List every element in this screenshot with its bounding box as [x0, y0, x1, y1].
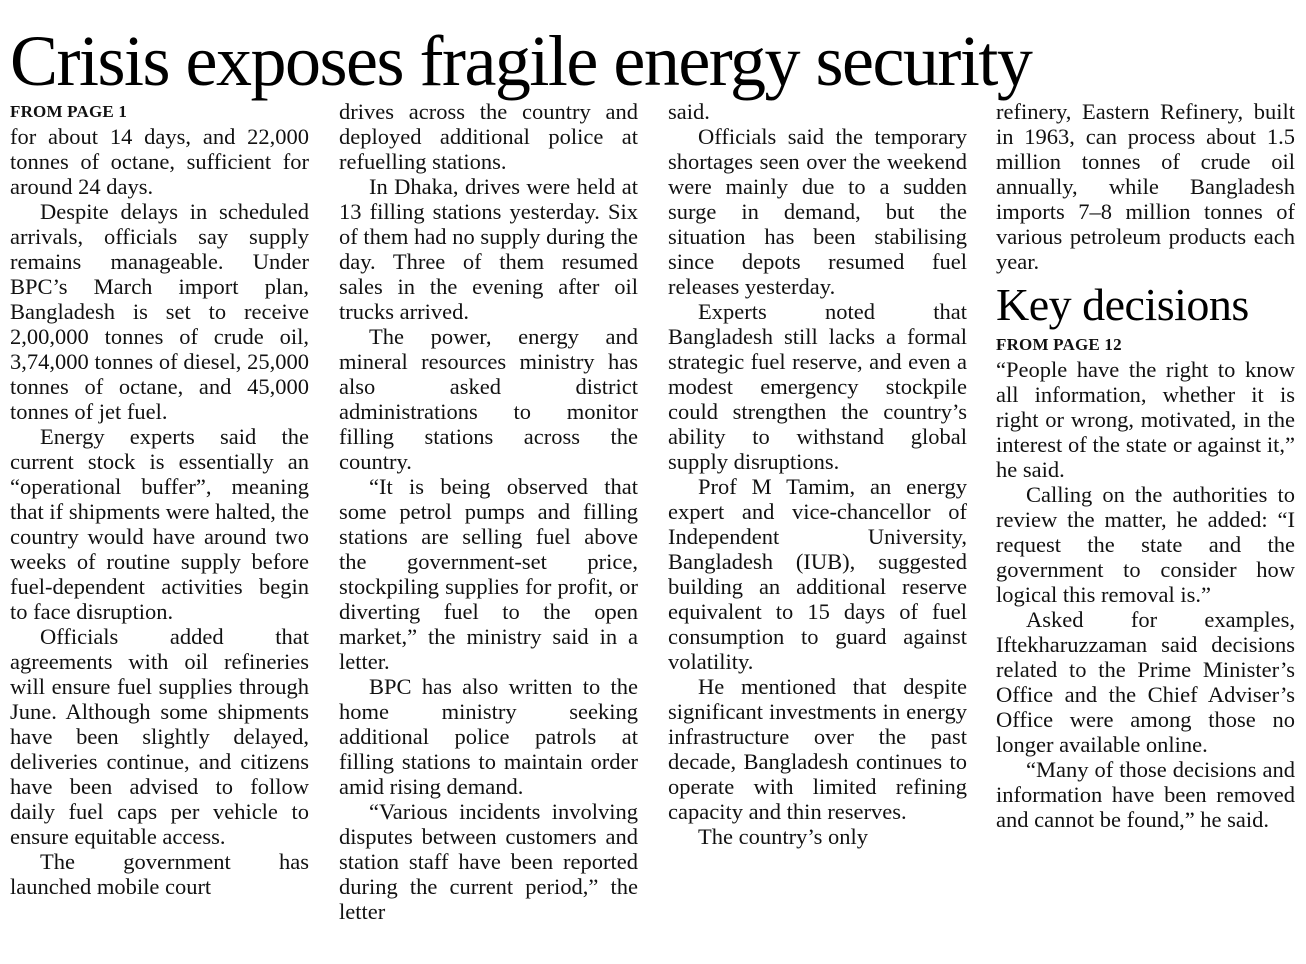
paragraph: Officials added that agreements with oil refineries will ensure fuel supplies through June. Although some shipments have been slightly delayed, deliveries continue, and citizens have been advised to follow daily fuel caps per vehicle to ensure equitable access.	[10, 624, 309, 849]
article-column-3	[668, 99, 967, 849]
paragraph: “People have the right to know all information, whether it is right or wrong, motivated, in the interest of the state or against it,” he said.	[996, 357, 1295, 482]
paragraph: Despite delays in scheduled arrivals, officials say supply remains manageable. Under BPC’s March import plan, Bangladesh is set to receive 2,00,000 tonnes of crude oil, 3,74,000 tonnes of diesel, 25,000 tonnes of octane, and 45,000 tonnes of jet fuel.	[10, 199, 309, 424]
headline: Crisis exposes fragile energy security	[10, 21, 1032, 101]
paragraph: “Many of those decisions and information have been removed and cannot be found,” he said.	[996, 757, 1295, 832]
paragraph: drives across the country and deployed additional police at refuelling stations.	[339, 99, 638, 174]
paragraph: Officials said the temporary shortages seen over the weekend were mainly due to a sudden surge in demand, but the situation has been stabilising since depots resumed fuel releases yesterday.	[668, 124, 967, 299]
article-column-4	[996, 99, 1295, 832]
paragraph: “It is being observed that some petrol pumps and filling stations are selling fuel above the government-set price, stockpiling supplies for profit, or diverting fuel to the open market,” the ministry said in a letter.	[339, 474, 638, 674]
paragraph: Calling on the authorities to review the matter, he added: “I request the state and the government to consider how logical this removal is.”	[996, 482, 1295, 607]
paragraph: The government has launched mobile court	[10, 849, 309, 899]
paragraph: Energy experts said the current stock is essentially an “operational buffer”, meaning that if shipments were halted, the country would have around two weeks of routine supply before fuel-dependent activities begin to face disruption.	[10, 424, 309, 624]
paragraph: Prof M Tamim, an energy expert and vice-chancellor of Independent University, Bangladesh (IUB), suggested building an additional reserve equivalent to 15 days of fuel consumption to guard against volatility.	[668, 474, 967, 674]
paragraph: In Dhaka, drives were held at 13 filling stations yesterday. Six of them had no supply during the day. Three of them resumed sales in the evening after oil trucks arrived.	[339, 174, 638, 324]
paragraph: refinery, Eastern Refinery, built in 1963, can process about 1.5 million tonnes of crude oil annually, while Bangladesh imports 7–8 million tonnes of various petroleum products each year.	[996, 99, 1295, 274]
paragraph: for about 14 days, and 22,000 tonnes of octane, sufficient for around 24 days.	[10, 124, 309, 199]
article-column-1	[10, 99, 309, 899]
continuation-kicker: FROM PAGE 12	[996, 335, 1122, 354]
paragraph: He mentioned that despite significant investments in energy infrastructure over the past decade, Bangladesh continues to operate with limited refining capacity and thin reserves.	[668, 674, 967, 824]
paragraph: The power, energy and mineral resources ministry has also asked district administrations to monitor filling stations across the country.	[339, 324, 638, 474]
paragraph: said.	[668, 99, 710, 124]
section-subhead: Key decisions	[996, 279, 1249, 330]
paragraph: Experts noted that Bangladesh still lacks a formal strategic fuel reserve, and even a modest emergency stockpile could strengthen the country’s ability to withstand global supply disruptions.	[668, 299, 967, 474]
paragraph: “Various incidents involving disputes between customers and station staff have been reported during the current period,” the letter	[339, 799, 638, 924]
paragraph: BPC has also written to the home ministry seeking additional police patrols at filling stations to maintain order amid rising demand.	[339, 674, 638, 799]
paragraph: The country’s only	[698, 824, 868, 849]
continuation-kicker: FROM PAGE 1	[10, 102, 128, 121]
paragraph: Asked for examples, Iftekharuzzaman said decisions related to the Prime Minister’s Office and the Chief Adviser’s Office were among those no longer available online.	[996, 607, 1295, 757]
article-column-2	[339, 99, 638, 924]
